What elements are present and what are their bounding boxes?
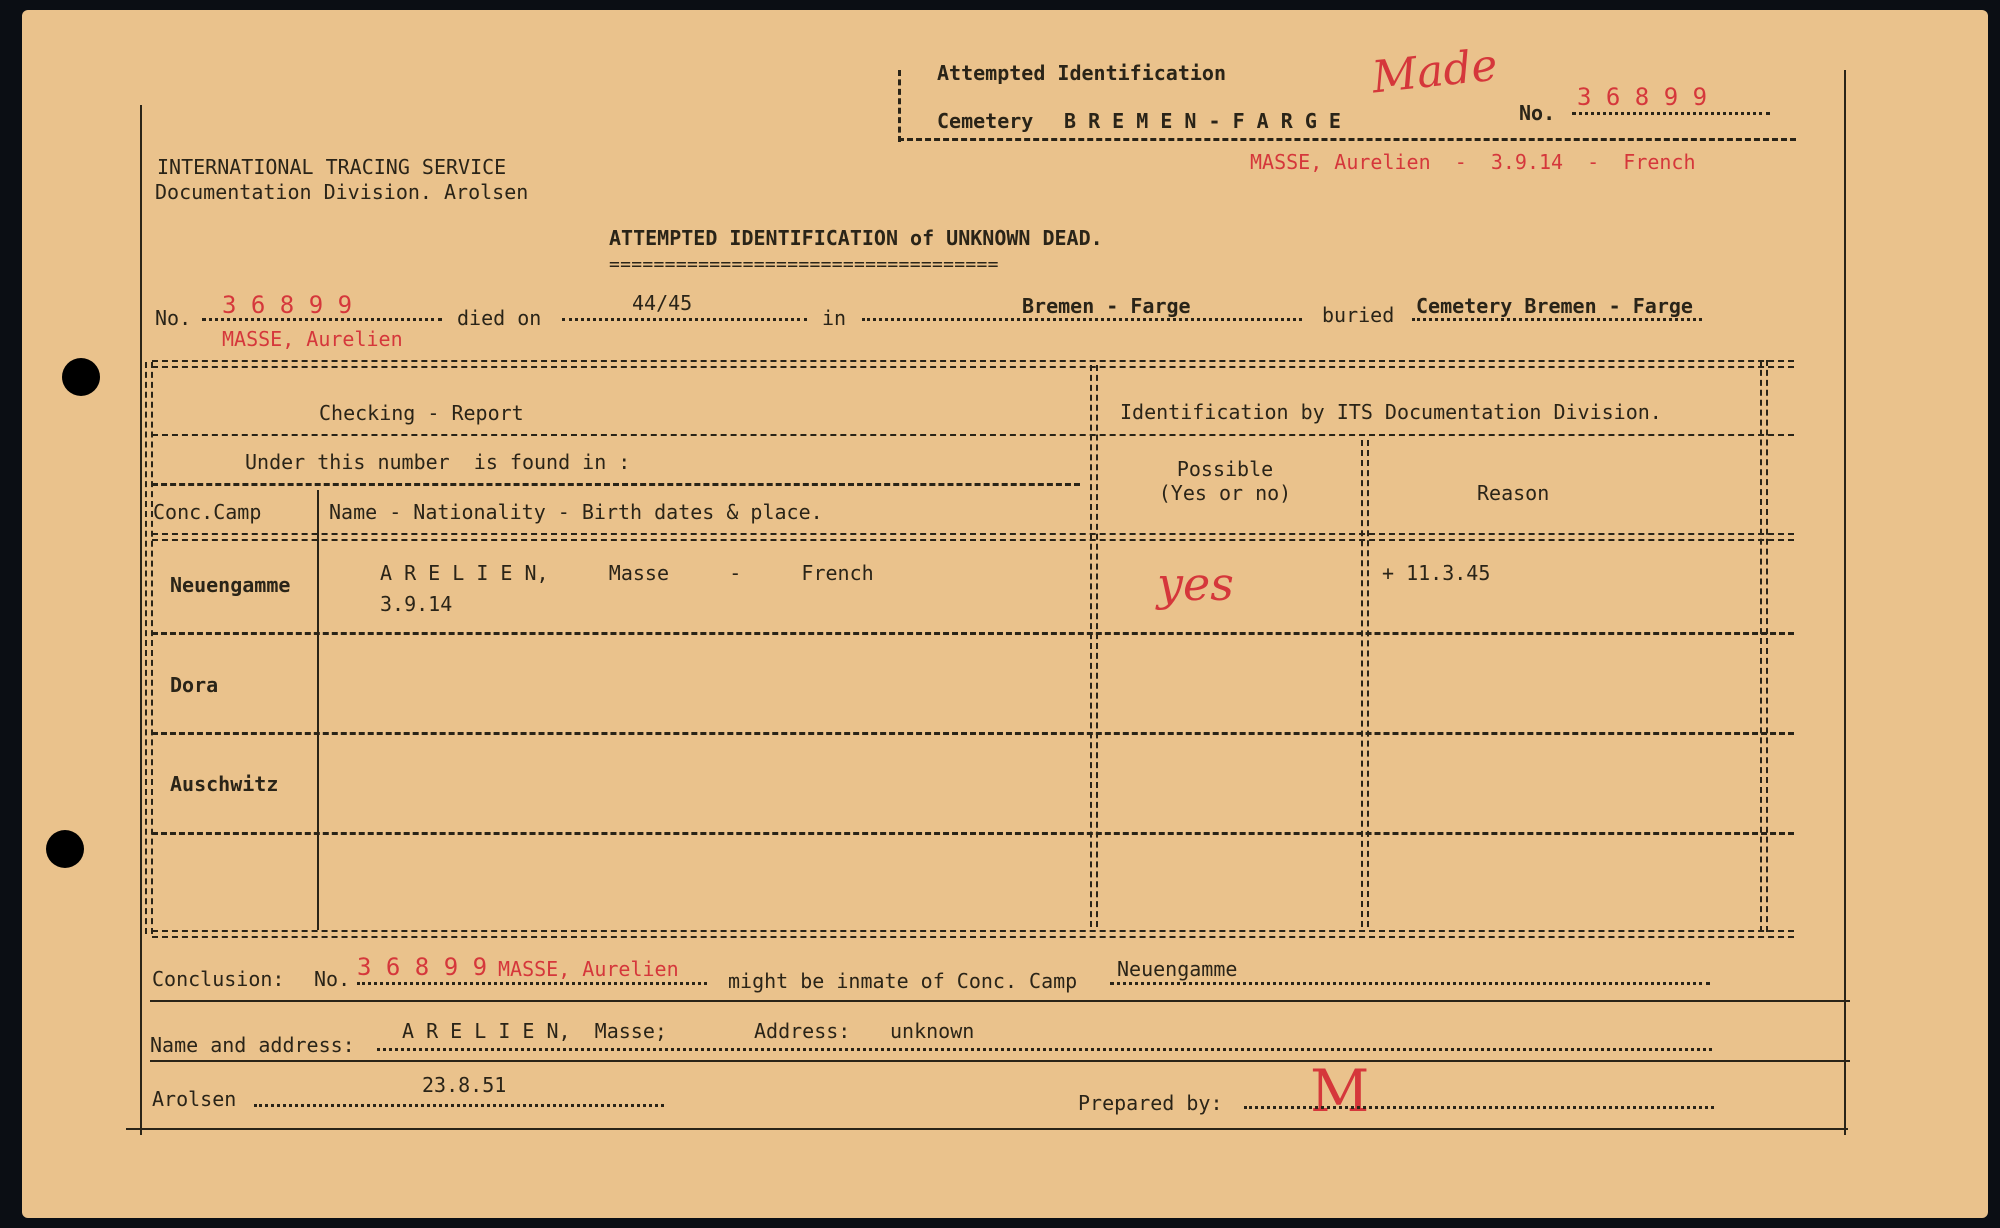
under-number-line [152,483,1080,486]
frame-bottom [126,1128,1848,1130]
col-camp-header: Conc.Camp [153,500,262,524]
row-camp: Dora [170,673,219,697]
row-name-line2: 3.9.14 [380,592,453,616]
record-no-value: 3 6 8 9 9 [222,291,353,319]
table-left-border [145,362,153,934]
org-line-1: INTERNATIONAL TRACING SERVICE [157,155,507,179]
header-box-left [898,70,901,142]
row-camp: Auschwitz [170,772,279,796]
prepared-by-dots [1244,1106,1714,1109]
address-line [150,1060,1850,1062]
record-in-label: in [822,306,847,330]
row-name-line1: A R E L I E N, Masse - French [380,561,874,585]
record-no-label: No. [155,306,192,330]
checking-report-header: Checking - Report [319,401,524,425]
table-top-border [152,360,1794,368]
address-dots [377,1048,1712,1051]
record-died-value: 44/45 [632,291,693,315]
conclusion-camp-dots [1110,982,1710,985]
address-value: unknown [890,1019,975,1043]
frame-left [140,105,142,1135]
table-right-border [1760,360,1768,932]
header-no-dots [1572,112,1770,115]
header-no-value: 3 6 8 9 9 [1577,83,1708,111]
under-number-label: Under this number is found in : [245,450,631,474]
row-possible: yes [1157,557,1234,611]
made-annotation: Made [1369,39,1500,104]
footer-date-dots [254,1104,664,1107]
row-2-separator [152,732,1794,735]
record-buried-dots [1412,318,1702,321]
record-place-value: Bremen - Farge [1022,294,1191,318]
cemetery-label: Cemetery [937,109,1034,133]
table-reason-divider [1361,440,1369,927]
document-title: ATTEMPTED IDENTIFICATION of UNKNOWN DEAD. [609,226,1103,250]
conclusion-no-value: 3 6 8 9 9 [357,953,488,981]
col-possible-header-2: (Yes or no) [1158,481,1292,505]
table-bottom-border [152,930,1794,938]
table-camp-divider [317,490,319,930]
address-name: A R E L I E N, Masse; [402,1019,667,1043]
tracing-card [22,10,1988,1218]
conclusion-no-dots [357,982,707,985]
footer-place: Arolsen [152,1087,237,1111]
row-1-separator [152,632,1794,635]
record-name-red: MASSE, Aurelien [222,327,403,351]
punch-hole-top [62,358,100,396]
prepared-by-label: Prepared by: [1078,1091,1223,1115]
col-name-header: Name - Nationality - Birth dates & place. [329,500,823,524]
conclusion-label: Conclusion: [152,967,285,991]
header-no-label: No. [1519,101,1556,125]
record-buried-label: buried [1322,303,1395,327]
prepared-by-initial: M [1310,1057,1370,1125]
record-place-dots [862,318,1302,321]
frame-right [1844,70,1846,1135]
conclusion-line [150,1000,1850,1002]
row-reason: + 11.3.45 [1382,561,1491,585]
punch-hole-bottom [46,830,84,868]
address-address-label: Address: [754,1019,851,1043]
conclusion-camp: Neuengamme [1117,957,1238,981]
header-box-bottom [898,138,1796,141]
header-red-line: MASSE, Aurelien - 3.9.14 - French [1250,150,1696,174]
table-columns-line [152,533,1794,541]
col-reason-header: Reason [1477,481,1550,505]
table-header-line [152,434,1794,436]
footer-date: 23.8.51 [422,1073,507,1097]
cemetery-name: B R E M E N - F A R G E [1064,109,1341,133]
record-died-dots [562,318,807,321]
identification-header: Identification by ITS Documentation Division. [1120,400,1662,424]
record-buried-value: Cemetery Bremen - Farge [1416,294,1693,318]
row-3-separator [152,832,1794,835]
record-died-label: died on [457,306,542,330]
org-line-2: Documentation Division. Arolsen [155,180,529,204]
row-camp: Neuengamme [170,573,291,597]
conclusion-text: might be inmate of Conc. Camp [728,969,1078,993]
title-underline: =================================== [609,254,999,275]
col-possible-header-1: Possible [1176,457,1274,481]
record-no-dots [202,318,442,321]
conclusion-no-label: No. [314,967,351,991]
table-mid-divider [1090,365,1098,927]
conclusion-name: MASSE, Aurelien [498,957,679,981]
address-label: Name and address: [150,1033,355,1057]
attempted-identification-label: Attempted Identification [937,61,1226,85]
